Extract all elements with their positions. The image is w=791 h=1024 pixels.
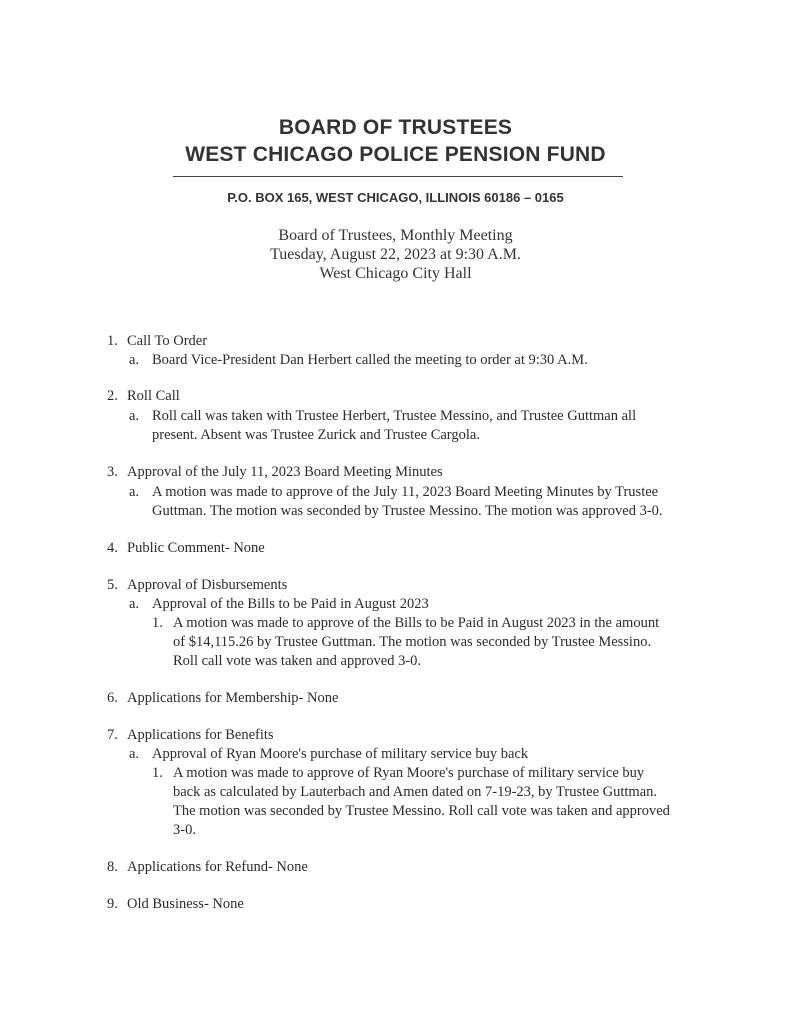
agenda-item-7-a-1-continued: 3-0.	[173, 822, 196, 838]
item-title: Approval of the July 11, 2023 Board Meeting Minutes	[127, 464, 443, 480]
item-number: 7.	[107, 727, 118, 743]
item-number: 2.	[107, 388, 118, 404]
agenda-item-2-a-continued: present. Absent was Trustee Zurick and Trustee Cargola.	[152, 427, 480, 443]
sub-text: Roll call was taken with Trustee Herbert, Trustee Messino, and Trustee Guttman all	[152, 408, 637, 424]
subsub-marker: 1.	[152, 765, 163, 781]
sub-marker: a.	[129, 408, 140, 424]
item-number: 5.	[107, 577, 118, 593]
subsub-marker: 1.	[152, 615, 163, 631]
meeting-type: Board of Trustees, Monthly Meeting	[278, 227, 513, 244]
subsub-text: A motion was made to approve of the Bills to be Paid in August 2023 in the amount	[173, 615, 660, 631]
item-title: Old Business- None	[127, 896, 244, 912]
sub-text: A motion was made to approve of the July 11, 2023 Board Meeting Minutes by Trustee	[152, 484, 659, 500]
item-number: 6.	[107, 690, 118, 706]
item-title: Public Comment- None	[127, 540, 265, 556]
sub-text: Approval of the Bills to be Paid in August 2023	[152, 596, 429, 612]
item-title: Call To Order	[127, 333, 208, 349]
item-title: Roll Call	[127, 388, 180, 404]
agenda-item-3-a-continued: Guttman. The motion was seconded by Trustee Messino. The motion was approved 3-0.	[152, 503, 663, 519]
item-number: 3.	[107, 464, 118, 480]
agenda-item-7-a-1-continued: The motion was seconded by Trustee Messino. Roll call vote was taken and approved	[173, 803, 670, 819]
agenda-item-5-a-1-continued: Roll call vote was taken and approved 3-0.	[173, 653, 422, 669]
meeting-location: West Chicago City Hall	[319, 265, 472, 282]
mailing-address: P.O. BOX 165, WEST CHICAGO, ILLINOIS 60186 – 0165	[227, 190, 564, 205]
agenda-item-7-a-1-continued: back as calculated by Lauterbach and Amen dated on 7-19-23, by Trustee Guttman.	[173, 784, 658, 800]
item-title: Applications for Refund- None	[127, 859, 308, 875]
item-title: Applications for Benefits	[127, 727, 274, 743]
sub-text: Approval of Ryan Moore's purchase of military service buy back	[152, 746, 529, 762]
meeting-date: Tuesday, August 22, 2023 at 9:30 A.M.	[270, 246, 521, 263]
sub-marker: a.	[129, 746, 140, 762]
item-title: Applications for Membership- None	[127, 690, 339, 706]
sub-marker: a.	[129, 596, 140, 612]
item-number: 9.	[107, 896, 118, 912]
board-title: BOARD OF TRUSTEES	[278, 116, 513, 139]
subsub-text: A motion was made to approve of Ryan Moore's purchase of military service buy	[173, 765, 645, 781]
sub-marker: a.	[129, 352, 140, 368]
item-number: 4.	[107, 540, 118, 556]
fund-title: WEST CHICAGO POLICE PENSION FUND	[185, 143, 606, 166]
sub-marker: a.	[129, 484, 140, 500]
sub-text: Board Vice-President Dan Herbert called the meeting to order at 9:30 A.M.	[152, 352, 588, 368]
item-number: 8.	[107, 859, 118, 875]
item-number: 1.	[107, 333, 118, 349]
header-divider	[173, 176, 623, 177]
item-title: Approval of Disbursements	[127, 577, 288, 593]
agenda-item-5-a-1-continued: of $14,115.26 by Trustee Guttman. The motion was seconded by Trustee Messino.	[173, 634, 652, 650]
